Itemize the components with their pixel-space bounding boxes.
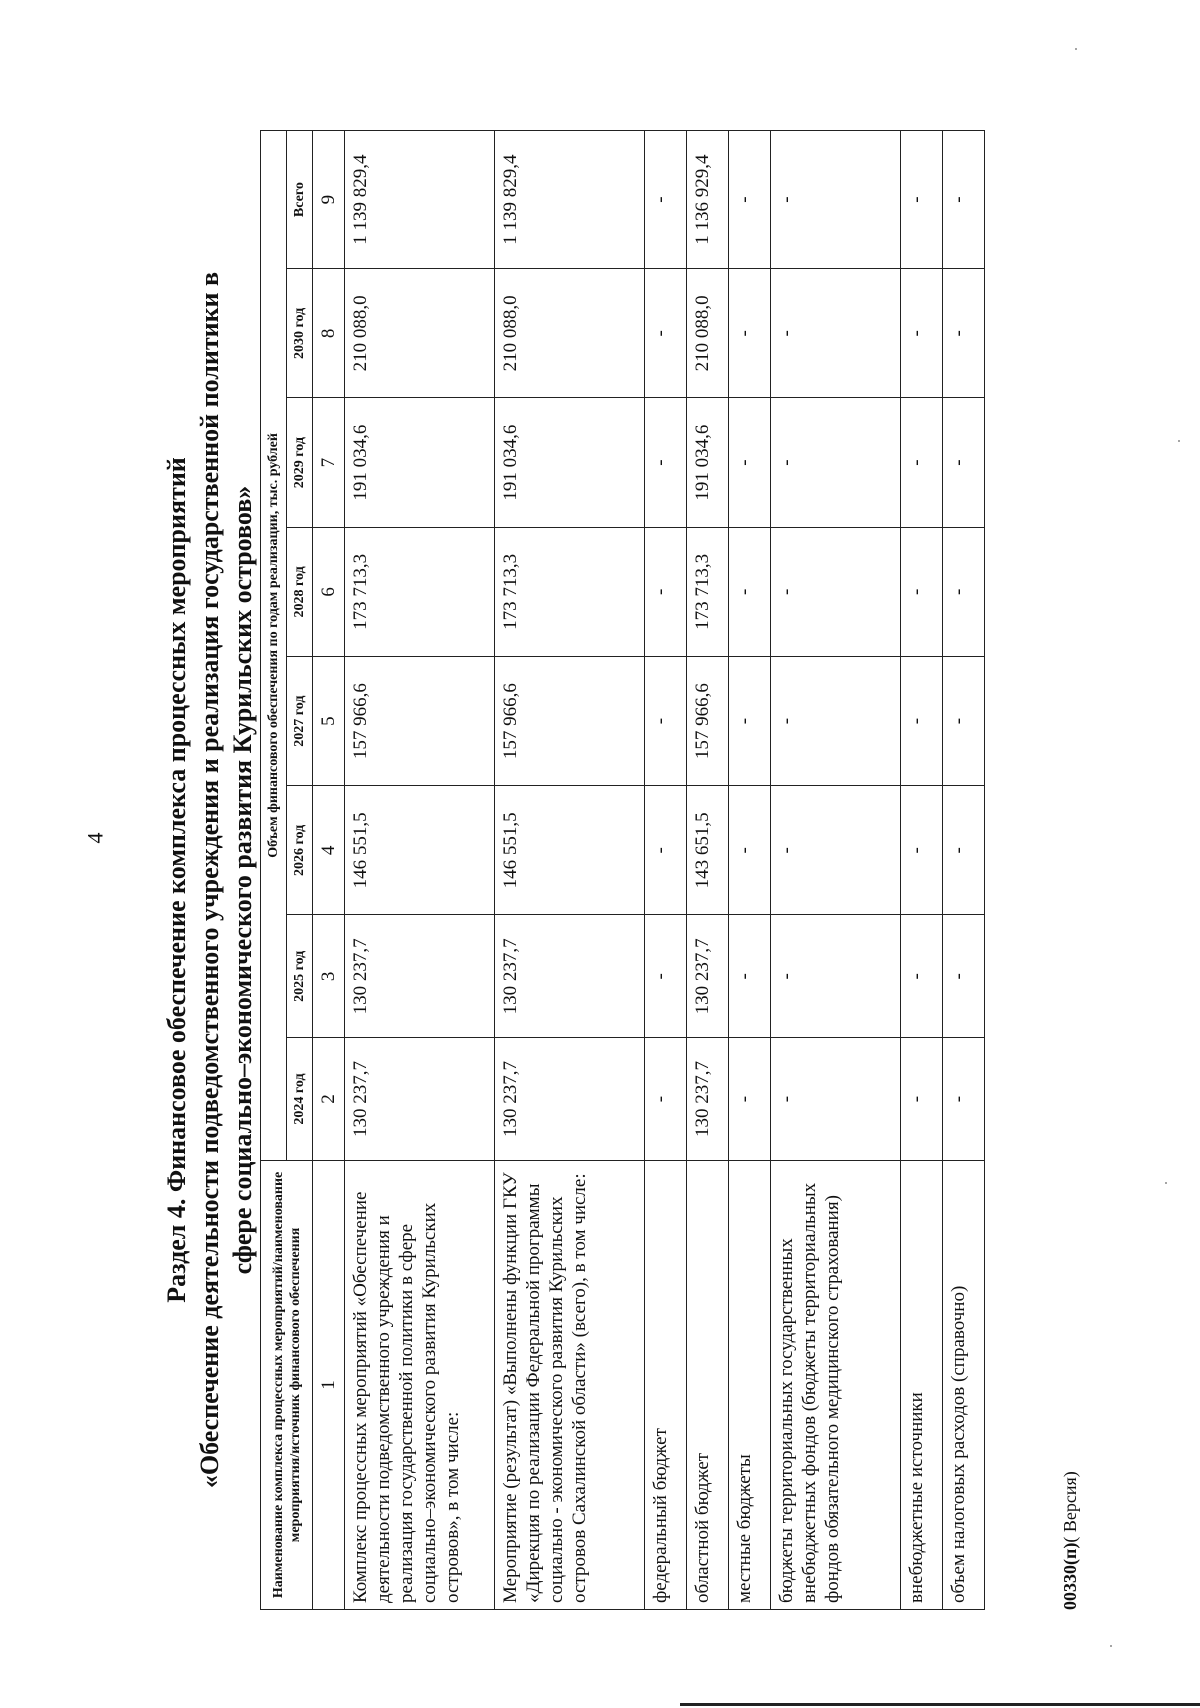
- row-name: внебюджетные источники: [901, 1160, 943, 1609]
- row-value: -: [729, 527, 771, 656]
- row-value: 157 966,6: [345, 656, 495, 785]
- financing-table: [260, 130, 985, 1610]
- row-value: -: [645, 269, 687, 398]
- row-value: -: [943, 269, 985, 398]
- row-name: Комплекс процессных мероприятий «Обеспечение деятельности подведомственного учреждения и реализация государственной политики в сфере социально–экономического развития Курильских островов», в том числе:: [345, 1160, 495, 1609]
- row-value: -: [729, 786, 771, 915]
- header-total: Всего: [287, 131, 313, 269]
- table-row: [345, 131, 495, 1610]
- row-value: -: [771, 786, 901, 915]
- table-row: [687, 131, 729, 1610]
- row-value: -: [729, 1038, 771, 1161]
- header-year: 2030 год: [287, 269, 313, 398]
- row-value: 210 088,0: [345, 269, 495, 398]
- row-value: -: [943, 786, 985, 915]
- header-year: 2025 год: [287, 915, 313, 1038]
- row-total: -: [645, 131, 687, 269]
- title-line-3: сфере социально–экономического развития Курильских островов»: [228, 485, 257, 1275]
- row-value: -: [901, 915, 943, 1038]
- row-value: 191 034,6: [687, 398, 729, 527]
- row-value: 130 237,7: [687, 915, 729, 1038]
- row-value: 210 088,0: [687, 269, 729, 398]
- row-value: -: [771, 398, 901, 527]
- row-value: -: [771, 269, 901, 398]
- column-index: 3: [313, 915, 345, 1038]
- column-index: 2: [313, 1038, 345, 1161]
- column-index: 8: [313, 269, 345, 398]
- row-name: местные бюджеты: [729, 1160, 771, 1609]
- row-value: 130 237,7: [687, 1038, 729, 1161]
- section-title: [150, 120, 265, 1640]
- row-value: -: [943, 1038, 985, 1161]
- scan-speck: [1110, 1645, 1112, 1647]
- header-volume-group: Объем финансового обеспечения по годам реализации, тыс. рублей: [261, 131, 287, 1161]
- document-code: 00330(п): [1060, 1542, 1080, 1610]
- row-value: -: [901, 786, 943, 915]
- row-total: -: [901, 131, 943, 269]
- scan-edge-line: [680, 1703, 1200, 1706]
- row-value: 210 088,0: [495, 269, 645, 398]
- row-total: 1 139 829,4: [345, 131, 495, 269]
- row-value: -: [771, 656, 901, 785]
- page-number: 4: [82, 832, 108, 844]
- column-index: 7: [313, 398, 345, 527]
- row-value: -: [645, 786, 687, 915]
- header-year: 2026 год: [287, 786, 313, 915]
- row-value: -: [645, 1038, 687, 1161]
- row-value: 143 651,5: [687, 786, 729, 915]
- row-value: -: [901, 269, 943, 398]
- table-row: [495, 131, 645, 1610]
- row-value: 173 713,3: [345, 527, 495, 656]
- column-index: 1: [313, 1160, 345, 1609]
- column-index: 4: [313, 786, 345, 915]
- title-line-1: Раздел 4. Финансовое обеспечение комплекса процессных мероприятий: [162, 457, 191, 1303]
- scan-speck: [1178, 440, 1180, 442]
- row-name: областной бюджет: [687, 1160, 729, 1609]
- row-value: -: [901, 1038, 943, 1161]
- row-value: 146 551,5: [345, 786, 495, 915]
- table-row: [645, 131, 687, 1610]
- row-value: -: [645, 398, 687, 527]
- row-name: Мероприятие (результат) «Выполнены функции ГКУ «Дирекция по реализации Федеральной программы социально - экономического развития Курильских островов Сахалинской области» (всего), в том числе:: [495, 1160, 645, 1609]
- scan-speck: [1075, 48, 1077, 50]
- row-value: -: [943, 398, 985, 527]
- row-total: -: [771, 131, 901, 269]
- row-value: -: [943, 527, 985, 656]
- row-value: -: [645, 527, 687, 656]
- row-value: -: [943, 656, 985, 785]
- document-version: ( Версия): [1060, 1471, 1080, 1543]
- row-value: 130 237,7: [345, 915, 495, 1038]
- row-value: 146 551,5: [495, 786, 645, 915]
- row-name: объем налоговых расходов (справочно): [943, 1160, 985, 1609]
- row-value: -: [729, 915, 771, 1038]
- row-value: 173 713,3: [687, 527, 729, 656]
- table-row: [771, 131, 901, 1610]
- header-year: 2029 год: [287, 398, 313, 527]
- table-row: [943, 131, 985, 1610]
- row-value: -: [645, 915, 687, 1038]
- row-value: 191 034,6: [345, 398, 495, 527]
- row-total: 1 139 829,4: [495, 131, 645, 269]
- row-value: -: [901, 398, 943, 527]
- header-year: 2028 год: [287, 527, 313, 656]
- scan-speck: [1165, 1182, 1167, 1184]
- row-value: 173 713,3: [495, 527, 645, 656]
- row-total: -: [729, 131, 771, 269]
- row-name: бюджеты территориальных государственных внебюджетных фондов (бюджеты территориальных фондов обязательного медицинского страхования): [771, 1160, 901, 1609]
- row-value: -: [729, 656, 771, 785]
- row-value: 157 966,6: [495, 656, 645, 785]
- row-value: -: [645, 656, 687, 785]
- row-value: -: [901, 656, 943, 785]
- row-value: -: [771, 527, 901, 656]
- row-value: -: [943, 915, 985, 1038]
- row-value: 130 237,7: [495, 915, 645, 1038]
- column-index: 5: [313, 656, 345, 785]
- header-year: 2024 год: [287, 1038, 313, 1161]
- header-index-row: [313, 131, 345, 1610]
- row-value: -: [771, 915, 901, 1038]
- column-index: 6: [313, 527, 345, 656]
- row-value: -: [901, 527, 943, 656]
- title-line-2: «Обеспечение деятельности подведомственного учреждения и реализация государственной политики в: [195, 271, 224, 1489]
- rotated-page-content: [150, 120, 1150, 1640]
- row-value: 130 237,7: [495, 1038, 645, 1161]
- header-year: 2027 год: [287, 656, 313, 785]
- row-value: -: [771, 1038, 901, 1161]
- row-value: 130 237,7: [345, 1038, 495, 1161]
- row-name: федеральный бюджет: [645, 1160, 687, 1609]
- row-total: -: [943, 131, 985, 269]
- document-footer: [1060, 1471, 1081, 1610]
- row-value: -: [729, 269, 771, 398]
- table-row: [729, 131, 771, 1610]
- header-name-column: Наименование комплекса процессных мероприятий/наименование мероприятия/источник финансового обеспечения: [261, 1160, 313, 1609]
- row-total: 1 136 929,4: [687, 131, 729, 269]
- row-value: 157 966,6: [687, 656, 729, 785]
- row-value: -: [729, 398, 771, 527]
- row-value: 191 034,6: [495, 398, 645, 527]
- column-index: 9: [313, 131, 345, 269]
- table-row: [901, 131, 943, 1610]
